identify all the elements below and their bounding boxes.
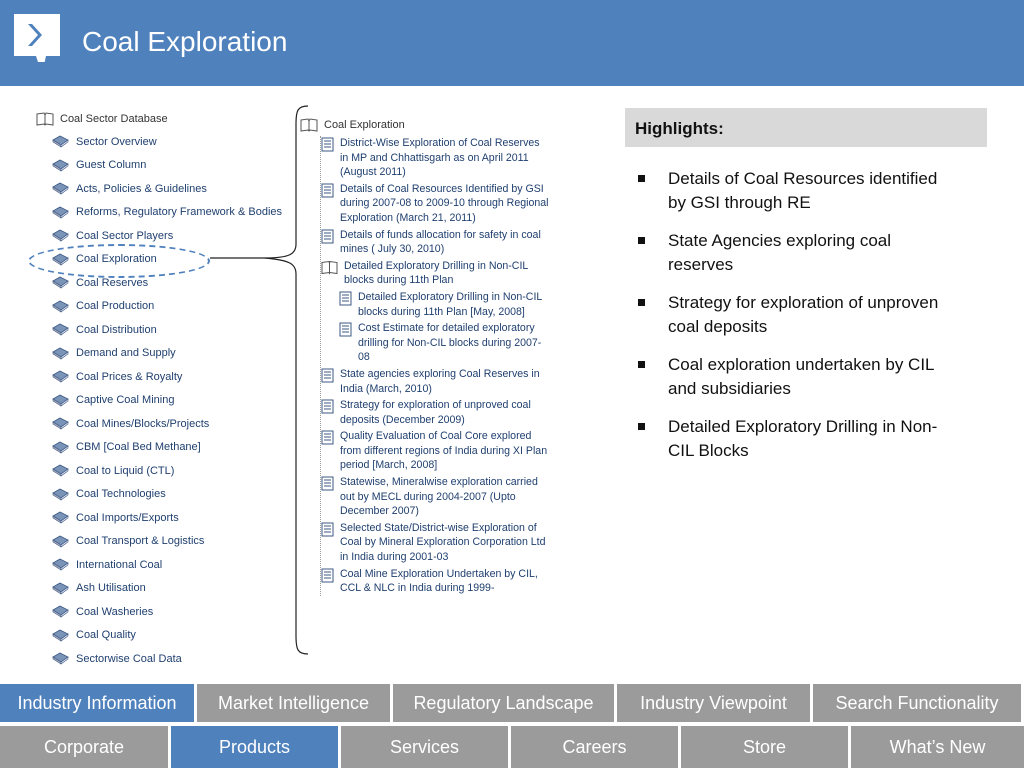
open-book-icon <box>321 260 338 275</box>
document-item-label: Coal Mine Exploration Undertaken by CIL, CCL & NLC in India during 1999- <box>340 567 538 595</box>
secondary-nav <box>0 726 1024 768</box>
document-item[interactable] <box>321 367 550 396</box>
document-item[interactable] <box>339 321 550 365</box>
book-diamond-icon <box>52 159 69 172</box>
bracket-connector <box>210 104 310 656</box>
tree-item-label: Coal Exploration <box>76 253 157 266</box>
book-diamond-icon <box>52 629 69 642</box>
book-diamond-icon <box>52 229 69 242</box>
document-item-label: Strategy for exploration of unproved coal deposits (December 2009) <box>340 399 531 426</box>
document-list <box>320 136 550 596</box>
document-item-label: Details of funds allocation for safety in coal mines ( July 30, 2010) <box>340 228 541 256</box>
book-diamond-icon <box>52 394 69 407</box>
document-item[interactable] <box>321 567 550 596</box>
highlight-item: State Agencies exploring coal reserves <box>636 229 956 277</box>
folder-item[interactable] <box>321 259 550 288</box>
document-item-label: Cost Estimate for detailed exploratory drilling for Non-CIL blocks during 2007-08 <box>358 322 542 364</box>
book-diamond-icon <box>52 323 69 336</box>
document-item-label: Detailed Exploratory Drilling in Non-CIL blocks during 11th Plan <box>344 259 528 287</box>
document-item[interactable] <box>339 290 550 319</box>
document-item-label: Detailed Exploratory Drilling in Non-CIL blocks during 11th Plan [May, 2008] <box>358 290 542 318</box>
document-icon <box>321 522 334 537</box>
tree-item-label: Coal Technologies <box>76 488 166 501</box>
tree-item-label: Coal Mines/Blocks/Projects <box>76 417 210 430</box>
tree-item-label: Coal Transport & Logistics <box>76 535 205 548</box>
document-item-label: Quality Evaluation of Coal Core explored from different regions of India during XI Plan period [March, 2008] <box>340 430 548 472</box>
tree-item-label: Demand and Supply <box>76 347 176 360</box>
book-diamond-icon <box>52 605 69 618</box>
document-item[interactable] <box>321 228 550 257</box>
tree-item-label: Coal Imports/Exports <box>76 511 179 524</box>
tree-item-label: Reforms, Regulatory Framework & Bodies <box>76 206 283 219</box>
document-item[interactable] <box>321 475 550 519</box>
nav-tab-search-functionality[interactable]: Search Functionality <box>813 684 1021 722</box>
chevron-logo-icon <box>12 12 62 62</box>
tree-item-label: Coal to Liquid (CTL) <box>76 464 175 477</box>
book-diamond-icon <box>52 558 69 571</box>
book-diamond-icon <box>52 535 69 548</box>
highlights-list <box>636 167 956 477</box>
tree-root-label: Coal Sector Database <box>60 113 168 125</box>
document-item[interactable] <box>321 429 550 473</box>
document-item-label: District-Wise Exploration of Coal Reserves in MP and Chhattisgarh as on April 2011 (August 2011) <box>340 137 540 179</box>
book-diamond-icon <box>52 417 69 430</box>
tree-item-label: CBM [Coal Bed Methane] <box>76 441 201 454</box>
document-item-label: State agencies exploring Coal Reserves in India (March, 2010) <box>340 367 540 395</box>
tree-item-label: Sectorwise Coal Data <box>76 652 182 665</box>
sub-document-list <box>339 290 550 365</box>
highlight-item: Detailed Exploratory Drilling in Non-CIL Blocks <box>636 415 956 463</box>
tree-item-label: Coal Quality <box>76 629 136 642</box>
document-item[interactable] <box>321 521 550 565</box>
document-item[interactable] <box>321 398 550 427</box>
tree-item-label: Guest Column <box>76 159 147 172</box>
tree-item-label: Coal Washeries <box>76 605 154 618</box>
book-diamond-icon <box>52 276 69 289</box>
document-item-label: Details of Coal Resources Identified by GSI during 2007-08 to 2009-10 through Regional Exploration (March 21, 2011) <box>340 182 549 224</box>
nav-tab-services[interactable]: Services <box>341 726 508 768</box>
book-diamond-icon <box>52 135 69 148</box>
document-item[interactable] <box>321 182 550 226</box>
document-icon <box>321 229 334 244</box>
tree-item-label: Ash Utilisation <box>76 582 146 595</box>
tree-root-label: Coal Exploration <box>324 119 405 131</box>
highlight-ellipse <box>28 244 210 278</box>
document-icon <box>321 476 334 491</box>
book-diamond-icon <box>52 441 69 454</box>
highlights-title: Highlights: <box>635 119 724 138</box>
header-bar <box>0 0 1024 86</box>
coal-exploration-tree <box>300 114 550 598</box>
book-diamond-icon <box>52 652 69 665</box>
book-diamond-icon <box>52 370 69 383</box>
document-item-label: Statewise, Mineralwise exploration carried out by MECL during 2004-2007 (Upto December 2007) <box>340 476 538 518</box>
book-diamond-icon <box>52 511 69 524</box>
book-diamond-icon <box>52 182 69 195</box>
open-book-icon <box>300 118 318 132</box>
tree-root-coal-exploration[interactable] <box>300 114 550 136</box>
book-diamond-icon <box>52 300 69 313</box>
document-icon <box>321 137 334 152</box>
nav-tab-industry-information[interactable]: Industry Information <box>0 684 194 722</box>
document-icon <box>339 291 352 306</box>
highlight-item: Coal exploration undertaken by CIL and subsidiaries <box>636 353 956 401</box>
book-diamond-icon <box>52 206 69 219</box>
tree-item-label: Coal Sector Players <box>76 229 174 242</box>
nav-tab-corporate[interactable]: Corporate <box>0 726 168 768</box>
tree-item-label: Coal Reserves <box>76 276 149 289</box>
book-diamond-icon <box>52 347 69 360</box>
highlight-item: Details of Coal Resources identified by GSI through RE <box>636 167 956 215</box>
primary-nav <box>0 684 1024 722</box>
document-icon <box>321 430 334 445</box>
page-title: Coal Exploration <box>82 26 288 57</box>
highlights-header <box>625 108 987 147</box>
document-item-label: Selected State/District-wise Exploration of Coal by Mineral Exploration Corporation Ltd in India during 2001-03 <box>340 521 546 564</box>
open-book-icon <box>36 112 54 126</box>
nav-tab-careers[interactable]: Careers <box>511 726 678 768</box>
highlight-item: Strategy for exploration of unproven coal deposits <box>636 291 956 339</box>
book-diamond-icon <box>52 488 69 501</box>
document-icon <box>321 399 334 414</box>
nav-tab-what-s-new[interactable]: What’s New <box>851 726 1024 768</box>
tree-item-label: Coal Production <box>76 300 155 313</box>
nav-tab-industry-viewpoint[interactable]: Industry Viewpoint <box>617 684 810 722</box>
document-item[interactable] <box>321 136 550 180</box>
nav-tab-store[interactable]: Store <box>681 726 848 768</box>
tree-item-label: Acts, Policies & Guidelines <box>76 182 207 195</box>
tree-item-label: Sector Overview <box>76 135 157 148</box>
document-icon <box>321 368 334 383</box>
nav-tab-products[interactable]: Products <box>171 726 338 768</box>
tree-item-label: Captive Coal Mining <box>76 394 175 407</box>
tree-item-label: Coal Prices & Royalty <box>76 370 183 383</box>
tree-item-label: Coal Distribution <box>76 323 157 336</box>
document-icon <box>321 568 334 583</box>
nav-tab-market-intelligence[interactable]: Market Intelligence <box>197 684 390 722</box>
document-icon <box>339 322 352 337</box>
book-diamond-icon <box>52 464 69 477</box>
nav-tab-regulatory-landscape[interactable]: Regulatory Landscape <box>393 684 614 722</box>
book-diamond-icon <box>52 582 69 595</box>
tree-item-label: International Coal <box>76 558 163 571</box>
document-icon <box>321 183 334 198</box>
